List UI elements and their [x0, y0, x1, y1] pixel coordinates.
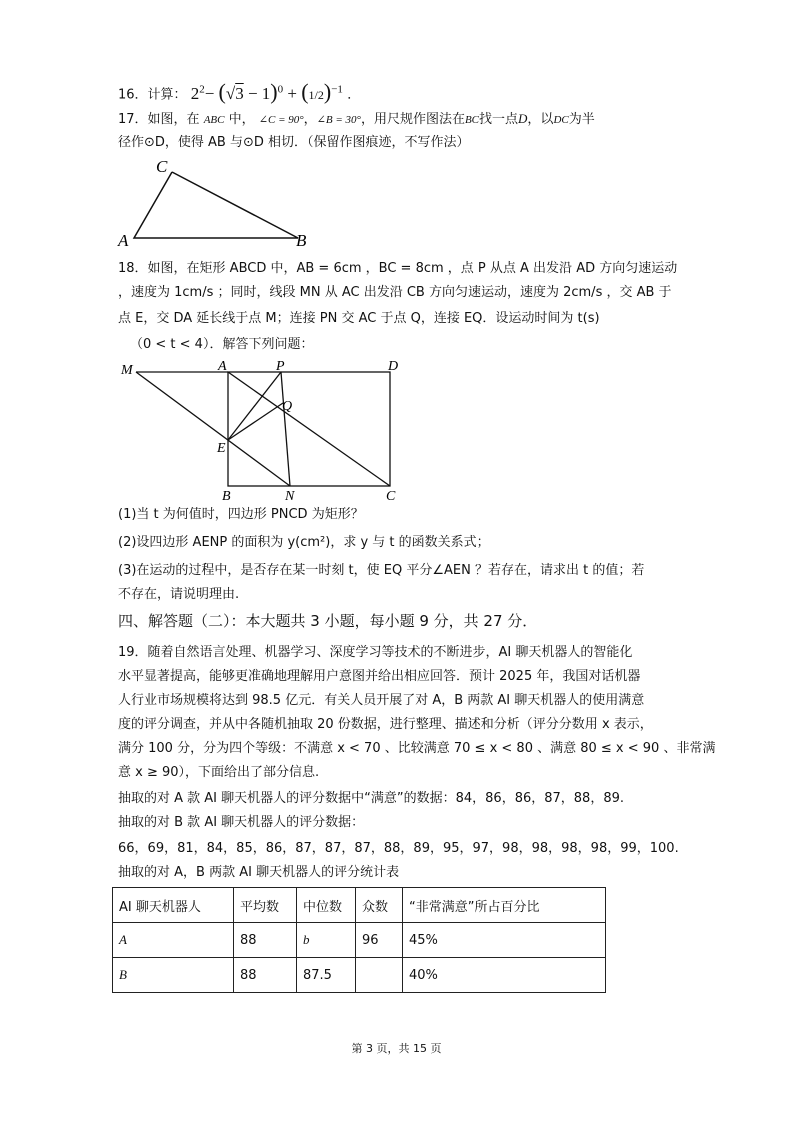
q18-line3: 点 E，交 DA 延长线于点 M；连接 PN 交 AC 于点 Q，连接 EQ．设运动时间为 t(s) [118, 311, 600, 326]
label-q: Q [282, 399, 293, 414]
q17-text-e: ， [303, 112, 317, 127]
q19-stats-table [112, 887, 606, 993]
q17-text-k: ，以 [527, 112, 554, 127]
q17-text-m: 为半 [568, 112, 595, 127]
q18-sub2: (2)设四边形 AENP 的面积为 y(cm²)，求 y 与 t 的函数关系式； [118, 535, 490, 550]
label-b: B [222, 489, 231, 504]
table-header: 中位数 [297, 888, 356, 923]
table-cell: B [113, 958, 234, 993]
q17-text-j: D [518, 111, 528, 126]
q19-line9: 66，69，81，84，85，86，87，87，87，88，89，95，97，98，98，98，98，99，100. [118, 841, 679, 856]
q17-text-g: ，用尺规作图法在 [360, 112, 465, 127]
q19-line3: 人行业市场规模将达到 98.5 亿元．有关人员开展了对 A，B 两款 AI 聊天机器人的使用满意 [118, 693, 645, 708]
label-c: C [386, 489, 396, 504]
q17-text-f: ∠B = 30° [316, 114, 361, 126]
q16-line [118, 74, 360, 104]
q16-end: ． [347, 87, 361, 103]
q16-label: 16．计算： [118, 87, 187, 103]
q18-rectangle-figure [118, 356, 418, 506]
q19-line1: 19．随着自然语言处理、机器学习、深度学习等技术的不断进步，AI 聊天机器人的智能化 [118, 645, 633, 660]
table-header: AI 聊天机器人 [113, 888, 234, 923]
table-cell: 45% [403, 923, 606, 958]
section-4-heading: 四、解答题（二）：本大题共 3 小题，每小题 9 分，共 27 分． [118, 612, 538, 630]
q17-text-i: 找一点 [479, 112, 519, 127]
diagonal-ac [228, 372, 390, 486]
q16-expression: $2^2- (√3 - 1)^0 + (1/2)^{-1}$ [190, 78, 343, 104]
q19-line6: 意 x ≥ 90），下面给出了部分信息. [118, 765, 320, 780]
table-header: “非常满意”所占百分比 [403, 888, 606, 923]
table-cell: 88 [234, 923, 297, 958]
q17-line2: 径作⊙D，使得 AB 与⊙D 相切．（保留作图痕迹，不写作法） [118, 135, 470, 150]
q17-text-b: ABC [203, 114, 225, 126]
label-a: A [118, 231, 129, 250]
table-cell [356, 958, 403, 993]
table-cell: A [113, 923, 234, 958]
q18-sub1: (1)当 t 为何值时，四边形 PNCD 为矩形？ [118, 507, 364, 522]
segment-pn [281, 372, 293, 486]
page-footer: 第 3 页，共 15 页 [351, 1042, 442, 1055]
q17-line1 [118, 106, 688, 132]
q19-line2: 水平显著提高，能够更准确地理解用户意图并给出相应回答．预计 2025 年，我国对话机器 [118, 669, 641, 684]
q18-sub3: (3)在运动的过程中，是否存在某一时刻 t，使 EQ 平分∠AEN ？若存在，请求出 t 的值；若 [118, 563, 645, 578]
table-header: 平均数 [234, 888, 297, 923]
table-cell: 96 [356, 923, 403, 958]
label-p: P [276, 359, 285, 374]
q18-sub3b: 不存在，请说明理由. [118, 587, 240, 602]
triangle-abc [134, 172, 298, 238]
q17-text-d: ∠C = 90° [258, 114, 304, 126]
q17-text-a: 17．如图，在 [118, 112, 200, 127]
table-cell: 87.5 [297, 958, 356, 993]
q19-line7: 抽取的对 A 款 AI 聊天机器人的评分数据中“满意”的数据：84，86，86，87，88，89. [118, 791, 625, 806]
label-m: M [121, 363, 133, 378]
table-row [113, 958, 606, 993]
q19-line5: 满分 100 分，分为四个等级：不满意 x < 70 、比较满意 70 ≤ x < 80 、满意 80 ≤ x < 90 、非常满 [118, 741, 716, 756]
q17-triangle-figure [110, 152, 330, 252]
table-header: 众数 [356, 888, 403, 923]
label-d: D [388, 359, 399, 374]
label-a: A [218, 359, 227, 374]
table-header-row [113, 888, 606, 923]
q18-line1: 18．如图，在矩形 ABCD 中，AB = 6cm ，BC = 8cm ，点 P 从点 A 出发沿 AD 方向匀速运动 [118, 261, 678, 276]
q17-text-l: DC [553, 114, 569, 126]
label-b: B [296, 231, 307, 250]
q18-line2: ，速度为 1cm/s ；同时，线段 MN 从 AC 出发沿 CB 方向匀速运动，速度为 2cm/s ，交 AB 于 [118, 285, 672, 300]
segment-eq [228, 403, 283, 440]
label-e: E [217, 441, 226, 456]
label-c: C [156, 157, 168, 176]
q19-line4: 度的评分调查，并从中各随机抽取 20 份数据，进行整理、描述和分析（评分分数用 x 表示， [118, 717, 653, 732]
label-n: N [285, 489, 295, 504]
segment-ep [228, 372, 281, 440]
table-cell: 88 [234, 958, 297, 993]
q17-text-c: 中， [228, 112, 255, 127]
q17-text-h: BC [464, 114, 480, 126]
q19-line10: 抽取的对 A，B 两款 AI 聊天机器人的评分统计表 [118, 865, 400, 880]
table-row [113, 923, 606, 958]
table-cell: 40% [403, 958, 606, 993]
q18-line4: （0 < t < 4）．解答下列问题： [130, 337, 314, 352]
q19-line8: 抽取的对 B 款 AI 聊天机器人的评分数据： [118, 815, 365, 830]
table-cell: b [297, 923, 356, 958]
